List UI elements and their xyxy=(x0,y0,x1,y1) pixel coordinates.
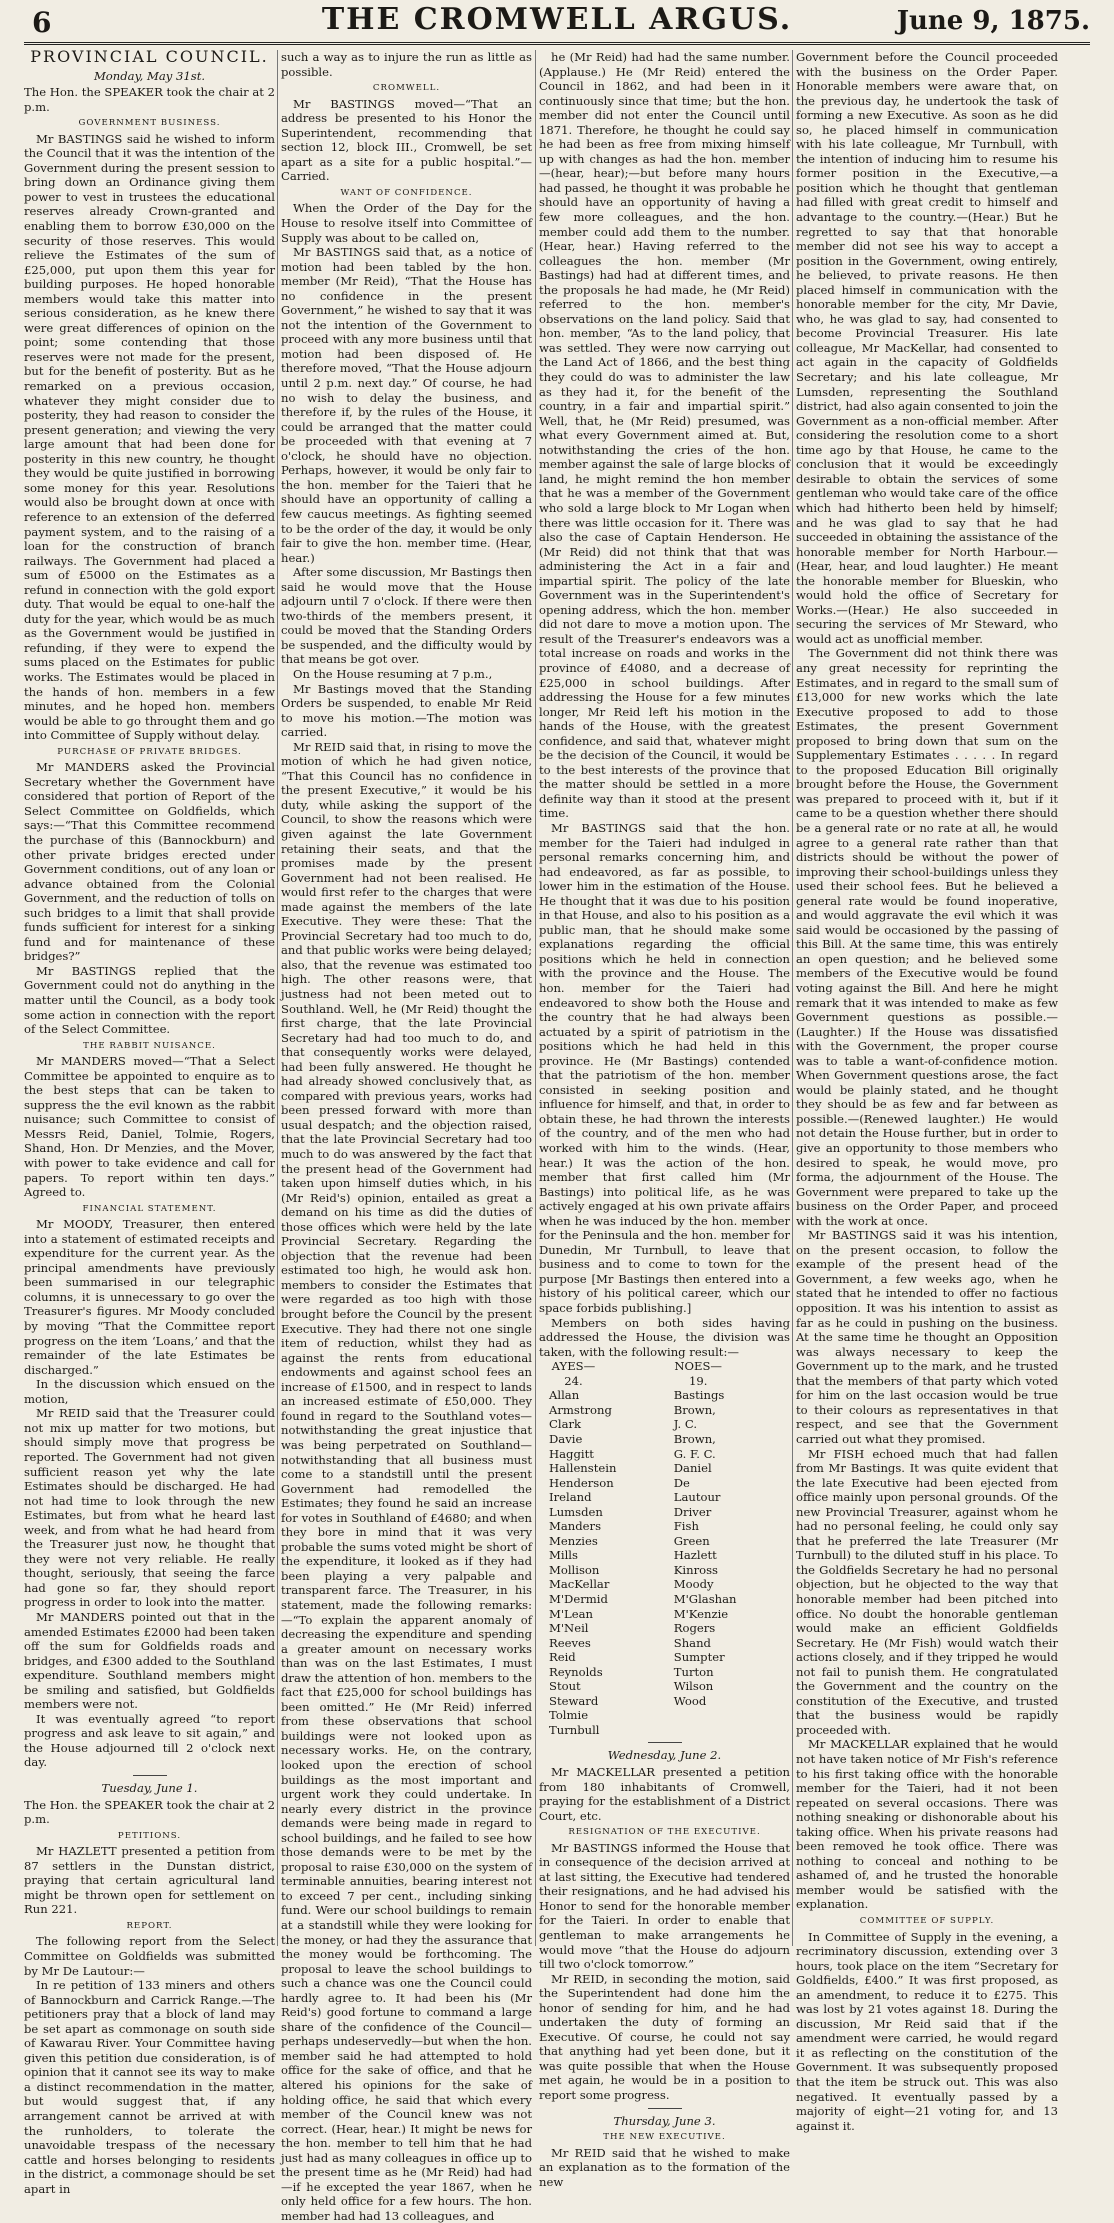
sitting-date: Thursday, June 3. xyxy=(613,2113,716,2128)
paragraph: In Committee of Supply in the evening, a recriminatory discussion, extending over 3 hours, took place on the item “Secretary for Goldfields, £400.” It was first proposed, as an amendment, to reduce it to £275. This was lost by 21 votes against 18. During the discussion, Mr Reid said that if the amendment were carried, he would regard it as reflecting on the constitution of the Government. It was subsequently proposed that the item be struck out. This was also negatived. It eventually passed by a majority of eight—21 voting for, and 13 against it. xyxy=(796,1929,1058,2133)
member-name: M'Neil xyxy=(549,1621,589,1636)
member-name: Manders xyxy=(549,1519,602,1534)
noes-label: NOES—19. xyxy=(674,1359,723,1388)
column-divider xyxy=(535,50,536,1946)
column-3 xyxy=(539,50,790,2189)
paragraph: In the discussion which ensued on the motion, xyxy=(24,1377,275,1406)
paragraph: he (Mr Reid) had had the same number. (Applause.) He (Mr Reid) entered the Council in 1862, and had been in it continuously since that time; but the hon. member did not enter the Council until 1871. Therefore, he thought he could say he had been as free from mixing himself up with changes as had the hon. member—(hear, hear);—but before many hours had passed, he thought it was probable he should have an opportunity of having a few more colleagues, and the hon. member could add them to the number. (Hear, hear.) Having referred to the colleagues the hon. member (Mr Bastings) had had at different times, and the proposals he had made, he (Mr Reid) referred to the hon. member's observations on the land policy. Said that hon. member, “As to the land policy, that was settled. They were now carrying out the Land Act of 1866, and the best thing they could do was to administer the law as they had it, for the benefit of the country, in a fair and impartial spirit.” Well, that, he (Mr Reid) presumed, was what every Government aimed at. But, notwithstanding the cries of the hon. member against the sale of large blocks of land, he might remind the hon member that he was a member of the Government who sold a large block to Mr Logan when there was little occasion for it. There was also the case of Captain Henderson. He (Mr Reid) did not think that that was administering the Act in a fair and impartial spirit. The policy of the late Government was in the Superintendent's opening address, which the hon. member did not dare to move a motion upon. The result of the Treasurer's endeavors was a total increase on roads and works in the province of £4080, and a decrease of £25,000 in school buildings. After addressing the House for a few minutes longer, Mr Reid left his motion in the hands of the House, with the greatest confidence, and said that, whatever might be the decision of the Council, it would be to the best interests of the province that the matter should be settled in a more definite way than it stood at the present time. xyxy=(539,50,790,821)
member-name: Davie xyxy=(549,1431,583,1446)
member-name: Moody xyxy=(673,1577,714,1592)
paragraph: Mr MANDERS pointed out that in the amended Estimates £2000 had been taken off the sum for Goldfields roads and bridges, and £300 added to the Southland expenditure. Southland members might be smiling and satisfied, but Goldfields members were not. xyxy=(24,1609,275,1712)
member-name: M'Kenzie xyxy=(673,1606,729,1621)
member-name: Ireland xyxy=(549,1490,592,1505)
member-name: Fish xyxy=(673,1519,699,1534)
subheading: PURCHASE OF PRIVATE BRIDGES. xyxy=(57,746,242,757)
member-name: Clark xyxy=(549,1417,582,1432)
paragraph: The Hon. the SPEAKER took the chair at 2 p.m. xyxy=(24,1797,275,1827)
paragraph: Mr REID said that, in rising to move the motion of which he had given notice, “That this Council has no confidence in the present Executive,” it would be his duty, while asking the support of the Council, to show the reasons which were given against the late Government retaining their seats, and that the promises made by the present Government had not been realised. He would first refer to the charges that were made against the members of the late Executive. They were these: That the Provincial Secretary had too much to do, and that public works were being delayed; also, that the revenue was estimated too high. The other reasons were, that justness had not been meted out to Southland. Well, he (Mr Reid) thought the first charge, that the late Provincial Secretary had had too much to do, and that consequently works were delayed, had been fully answered. He thought he had already showed conclusively that, as compared with previous years, works had been pressed forward with more than usual despatch; and the objection raised, that the late Provincial Secretary had too much to do was answered by the fact that the present head of the Government had taken upon himself duties which, in his (Mr Reid's) opinion, entailed as great a demand on his time as did the duties of those offices which were held by the late Provincial Secretary. Regarding the objection that the revenue had been estimated too high, he would ask hon. members to consider the Estimates that were regarded as too high with those brought before the Council by the present Executive. They had there not one single item of reduction, whilst they had as against the rents from educational endowments and against school fees an increase of £1500, and in respect to lands an increased estimate of £50,000. They found in regard to the Southland votes—notwithstanding the great injustice that was being perpetrated on Southland—notwithstanding that all business must come to a standstill until the present Government had remodelled the Estimates; they found he said an increase for votes in Southland of £4680; and when they bore in mind that it was very probable the sums voted might be short of the expenditure, it looked as if they had been playing a very palpable and transparent farce. The Treasurer, in his statement, made the following remarks:—“To explain the apparent anomaly of decreasing the expenditure and spending a greater amount on necessary works than was on the last Estimates, I must draw the attention of hon. members to the fact that £25,000 for school buildings has been omitted.” He (Mr Reid) inferred from these observations that school buildings were not looked upon as necessary works. He, on the contrary, looked upon the erection of school buildings as the most important and urgent work they could undertake. In nearly every district in the province demands were being made in regard to school buildings, and he failed to see how those demands were to be met by the proposal to raise £30,000 on the system of terminable annuities, bearing interest not to exceed 7 per cent., including sinking fund. Were our school buildings to remain at a standstill while they were looking for the money, or had they the assurance that the money would be forthcoming. The proposal to leave the school buildings to such a chance was one the Council could hardly agree to. It had been his (Mr Reid's) good fortune to command a large share of the confidence of the Council—perhaps undeservedly—but when the hon. member said he had attempted to hold office for the sake of office, and that he altered his opinions for the sake of holding office, he said that which every member of the Council knew was not correct. (Hear, hear.) It might be news for the hon. member to tell him that he had just had as many colleagues in office up to the present time as he (Mr Reid) had had—if he excepted the year 1867, when he only held office for a few hours. The hon. member had had 13 colleagues, and xyxy=(281,739,532,2223)
member-name: Mills xyxy=(549,1548,578,1563)
paragraph: Government before the Council proceeded with the business on the Order Paper. Honorable members were aware that, on the previous day, he undertook the task of forming a new Executive. As soon as he did so, he placed himself in communication with his late colleague, Mr Turnbull, with the intention of inducing him to resume his former position in the Executive,—a position which he thought that gentleman had filled with great credit to himself and advantage to the country.—(Hear.) But he regretted to say that that honorable member did not see his way to accept a position in the Government, owing entirely, he believed, to private reasons. He then placed himself in communication with the honorable member for the city, Mr Davie, who, he was glad to say, had consented to become Provincial Treasurer. His late colleague, Mr MacKellar, had consented to act again in the capacity of Goldfields Secretary; and his late colleague, Mr Lumsden, representing the Southland district, had also again consented to join the Government as a non-official member. After considering the resolution come to a short time ago by that House, he came to the conclusion that it would be exceedingly desirable to obtain the services of some gentleman who would take care of the office which had hitherto been held by himself; and he was glad to say that he had succeeded in obtaining the assistance of the honorable member for North Harbour.—(Hear, hear, and loud laughter.) He meant the honorable member for Blueskin, who would hold the office of Secretary for Works.—(Hear.) He also succeeded in securing the services of Mr Steward, who would act as unofficial member. xyxy=(796,50,1058,646)
member-name: Shand xyxy=(673,1635,711,1650)
member-name: Mollison xyxy=(549,1562,600,1577)
member-name: Rogers xyxy=(673,1621,716,1636)
paragraph: Mr HAZLETT presented a petition from 87 settlers in the Dunstan district, praying that certain agricultural land might be thrown open for settlement on Run 221. xyxy=(24,1844,275,1917)
member-name: Daniel xyxy=(673,1461,712,1476)
ayes-column xyxy=(549,1359,655,1737)
newspaper-title: THE CROMWELL ARGUS. xyxy=(321,2,793,37)
paragraph: Mr REID said that he wished to make an explanation as to the formation of the new xyxy=(539,2145,790,2189)
member-name: M'Glashan xyxy=(673,1591,737,1606)
column-4 xyxy=(796,50,1058,2133)
member-name: Reynolds xyxy=(549,1664,603,1679)
column-divider xyxy=(792,50,793,1946)
ayes-label: AYES—24. xyxy=(551,1359,596,1388)
member-name: Hazlett xyxy=(673,1548,717,1563)
member-name: Stout xyxy=(549,1679,581,1694)
subheading: GOVERNMENT BUSINESS. xyxy=(78,118,221,129)
subheading: CROMWELL. xyxy=(372,83,441,94)
member-name: Tolmie xyxy=(549,1708,589,1723)
column-divider xyxy=(277,50,278,1946)
member-name: Armstrong xyxy=(549,1402,612,1417)
paragraph: Mr MOODY, Treasurer, then entered into a statement of estimated receipts and expenditure for the current year. As the principal amendments have previously been summarised in our telegraphic columns, it is unnecessary to go over the Treasurer's figures. Mr Moody concluded by moving “That the Committee report progress on the item ‘Loans,’ and that the remainder of the late Estimates be discharged.” xyxy=(24,1217,275,1377)
member-name: Hallenstein xyxy=(549,1461,617,1476)
paragraph: Members on both sides having addressed the House, the division was taken, with the following result:— xyxy=(539,1315,790,1359)
member-name: M'Lean xyxy=(549,1606,593,1621)
member-name: Turton xyxy=(673,1664,714,1679)
member-name: Allan xyxy=(549,1388,580,1403)
member-name: Green xyxy=(673,1533,710,1548)
member-name: Reeves xyxy=(549,1635,591,1650)
paragraph: Mr BASTINGS replied that the Government could not do anything in the matter until the Council, as a body took some action in connection with the report of the Select Committee. xyxy=(24,963,275,1037)
subheading: FINANCIAL STATEMENT. xyxy=(82,1203,217,1214)
sitting-date: Tuesday, June 1. xyxy=(101,1780,198,1795)
column-1 xyxy=(24,47,275,2196)
subheading: THE NEW EXECUTIVE. xyxy=(603,2132,726,2143)
subheading: REPORT. xyxy=(126,1920,173,1931)
issue-date: June 9, 1875. xyxy=(896,6,1090,36)
member-name: Turnbull xyxy=(549,1722,600,1737)
paragraph: Mr BASTINGS said that the hon. member for the Taieri had indulged in personal remarks concerning him, and had endeavored, as far as possible, to lower him in the estimation of the House. He thought that it was due to his position in that House, and also to his position as a public man, that he should make some explanations regarding the official positions which he held in connection with the province and the House. The hon. member for the Taieri had endeavored to show both the House and the country that he had always been actuated by a spirit of patriotism in the positions which he had held in this province. He (Mr Bastings) contended that the patriotism of the hon. member consisted in seeking position and influence for himself, and that, in order to obtain these, he had thrown the interests of the country, and of the men who had worked with him to the winds. (Hear, hear.) It was the action of the hon. member that first called him (Mr Bastings) into political life, as he was actively engaged at his own private affairs when he was induced by the hon. member for the Peninsula and the hon. member for Dunedin, Mr Turnbull, to leave that business and to come to town for the purpose [Mr Bastings then entered into a history of his political career, which our space forbids publishing.] xyxy=(539,820,790,1316)
paragraph: Mr MACKELLAR presented a petition from 180 inhabitants of Cromwell, praying for the establishment of a District Court, etc. xyxy=(539,1764,790,1823)
noes-column xyxy=(674,1359,780,1737)
paragraph: It was eventually agreed “to report progress and ask leave to sit again,” and the House adjourned till 2 o'clock next day. xyxy=(24,1711,275,1770)
member-name: Driver xyxy=(673,1504,712,1519)
paragraph: Mr FISH echoed much that had fallen from Mr Bastings. It was quite evident that the late Executive had been ejected from office mainly upon personal grounds. Of the new Provincial Treasurer, against whom he had no personal feeling, he could only say that he preferred the late Treasurer (Mr Turnbull) to the diluted stuff in his place. To the Goldfields Secretary he had no personal objection, but he objected to the way that honorable member had been pitched into office. No doubt the honorable gentleman would make an efficient Goldfields Secretary. He (Mr Fish) would watch their actions closely, and if they tripped he would not fail to punish them. He congratulated the Government and the country on the constitution of the Executive, and trusted that the business would be rapidly proceeded with. xyxy=(796,1446,1058,1737)
paragraph: After some discussion, Mr Bastings then said he would move that the House adjourn until 7 o'clock. If there were then two-thirds of the members present, it could be moved that the Standing Orders be suspended, and the difficulty would by that means be got over. xyxy=(281,565,532,667)
sitting-date: Monday, May 31st. xyxy=(93,68,206,83)
member-name: Sumpter xyxy=(673,1650,725,1665)
paragraph: When the Order of the Day for the House to resolve itself into Committee of Supply was about to be called on, xyxy=(281,201,532,245)
paragraph: Mr BASTINGS said it was his intention, on the present occasion, to follow the example of the present head of the Government, a few weeks ago, when he stated that he intended to offer no factious opposition. It was his intention to assist as far as he could in pushing on the business. At the same time he thought an Opposition was always necessary to keep the Government up to the mark, and he trusted that the members of that party which voted for him on the last occasion would be true to their colours as representatives in that respect, and see that the Government carried out what they promised. xyxy=(796,1228,1058,1446)
paragraph: Mr MANDERS asked the Provincial Secretary whether the Government have considered that portion of Report of the Select Committee on Goldfields, which says:—“That this Committee recommend the purchase of this (Bannockburn) and other private bridges erected under Government conditions, out of any loan or advance obtained from the Colonial Government, and the reduction of tolls on such bridges to a limit that shall provide funds sufficient for interest for a sinking fund and for maintenance of these bridges?” xyxy=(24,760,275,964)
member-name: Lumsden xyxy=(549,1504,603,1519)
paragraph: Mr REID, in seconding the motion, said the Superintendent had done him the honor of sending for him, and he had undertaken the duty of forming an Executive. Of course, he could not say that anything had yet been done, but it was quite possible that when the House met again, he would be in a position to report some progress. xyxy=(539,1971,790,2103)
paragraph: Mr BASTINGS moved—“That an address be presented to his Honor the Superintendent, recommending that section 12, block III., Cromwell, be set apart as a site for a public hospital.”—Carried. xyxy=(281,96,532,184)
paragraph: Mr BASTINGS informed the House that in consequence of the decision arrived at at last sitting, the Executive had tendered their resignations, and he had advised his Honor to send for the honorable member for the Taieri. In order to enable that gentleman to make arrangements he would move “that the House do adjourn till two o'clock tomorrow.” xyxy=(539,1840,790,1972)
subheading: COMMITTEE OF SUPPLY. xyxy=(859,1916,995,1926)
member-name: Kinross xyxy=(673,1562,719,1577)
paragraph: Mr MACKELLAR explained that he would not have taken notice of Mr Fish's reference to his first taking office with the honorable member for the Taieri, had it not been repeated on several occasions. There was nothing sneaking or dishonorable about his taking office. When his private reasons had been removed he took office. There was nothing to conceal and nothing to be ashamed of, and he trusted the honorable member would be satisfied with the explanation. xyxy=(796,1737,1058,1912)
member-name: Brown, G. F. C. xyxy=(673,1431,716,1461)
paragraph: Mr BASTINGS said that, as a notice of motion had been tabled by the hon. member (Mr Reid), “That the House has no confidence in the present Government,” he wished to say that it was not the intention of the Government to proceed with any more business until that motion had been disposed of. He therefore moved, “That the House adjourn until 2 p.m. next day.” Of course, he had no wish to delay the business, and therefore if, by the rules of the House, it could be arranged that the matter could be proceeded with that evening at 7 o'clock, he should have no objection. Perhaps, however, it would be only fair to the hon. member for the Taieri that he should have an opportunity of calling a few caucus meetings. As fighting seemed to be the order of the day, it would be only fair to give the hon. member time. (Hear, hear.) xyxy=(281,245,532,565)
column-2 xyxy=(281,50,532,2223)
member-name: MacKellar xyxy=(549,1577,610,1592)
page-number: 6 xyxy=(32,6,52,39)
paragraph: Mr MANDERS moved—“That a Select Committee be appointed to enquire as to the best steps that can be taken to suppress the the evil known as the rabbit nuisance; such Committee to consist of Messrs Reid, Daniel, Tolmie, Rogers, Shand, Hon. Dr Menzies, and the Mover, with power to take evidence and call for papers. To report within ten days.” Agreed to. xyxy=(24,1054,275,1200)
masthead-rule xyxy=(24,42,1090,45)
paragraph: Mr REID said that the Treasurer could not mix up matter for two motions, but should simply move that progress be reported. The Government had not given sufficient reason yet why the late Estimates should be discharged. He had not had time to look through the new Estimates, but from what he heard last week, and from what he had heard from the Treasurer just now, he thought that they were not very reliable. He really thought, seriously, that seeing the farce had gone so far, they should report progress in order to look into the matter. xyxy=(24,1406,275,1610)
paragraph: Mr Bastings moved that the Standing Orders be suspended, to enable Mr Reid to move his motion.—The motion was carried. xyxy=(281,681,532,740)
sitting-date: Wednesday, June 2. xyxy=(607,1748,722,1763)
section-heading: PROVINCIAL COUNCIL. xyxy=(30,47,269,66)
separator-rule xyxy=(648,2108,682,2109)
separator-rule xyxy=(133,1775,167,1776)
member-name: De Lautour xyxy=(673,1475,721,1505)
paragraph: The Hon. the SPEAKER took the chair at 2 p.m. xyxy=(24,85,275,114)
member-name: Brown, J. C. xyxy=(673,1402,716,1432)
member-name: Wood xyxy=(673,1693,707,1708)
member-name: Haggitt xyxy=(549,1446,594,1461)
member-name: Menzies xyxy=(549,1533,598,1548)
member-name: Steward xyxy=(549,1693,599,1708)
member-name: M'Dermid xyxy=(549,1591,608,1606)
subheading: RESIGNATION OF THE EXECUTIVE. xyxy=(568,1827,761,1838)
member-name: Reid xyxy=(549,1650,576,1665)
division-list xyxy=(539,1359,790,1737)
subheading: THE RABBIT NUISANCE. xyxy=(83,1040,216,1051)
masthead xyxy=(0,0,1114,46)
subheading: WANT OF CONFIDENCE. xyxy=(340,187,473,198)
paragraph: such a way as to injure the run as little as possible. xyxy=(281,50,532,79)
subheading: PETITIONS. xyxy=(117,1830,182,1841)
separator-rule xyxy=(648,1742,682,1743)
member-name: Henderson xyxy=(549,1475,614,1490)
paragraph: In re petition of 133 miners and others of Bannockburn and Carrick Range.—The petitioners pray that a block of land may be set apart as commonage on south side of Kawarau River. Your Committee having given this petition due consideration, is of opinion that it cannot see its way to make a distinct recommendation in the matter, but would suggest that, if any arrangement cannot be arrived at with the runholders, to tolerate the unavoidable trespass of the necessary cattle and horses belonging to residents in the district, a commonage should be set apart in xyxy=(24,1978,275,2196)
paragraph: The following report from the Select Committee on Goldfields was submitted by Mr De Lautour:— xyxy=(24,1934,275,1978)
paragraph: The Government did not think there was any great necessity for reprinting the Estimates, and in regard to the small sum of £13,000 for new works which the late Executive proposed to add to those Estimates, the present Government proposed to bring down that sum on the Supplementary Estimates . . . . . In regard to the proposed Education Bill originally brought before the House, the Government was prepared to proceed with it, but if it came to be a question whether there should be a general rate or no rate at all, he would agree to a general rate rather than that districts should be without the power of improving their school-buildings unless they used their school fees. But he believed a general rate would be found inoperative, and would aggravate the evil which it was said would be occasioned by the passing of this Bill. At the same time, this was entirely an open question; and he believed some members of the Executive would be found voting against the Bill. And here he might remark that it was intended to make as few Government questions as possible.—(Laughter.) If the House was dissatisfied with the Government, the proper course was to table a want-of-confidence motion. When Government questions arose, the fact would be plainly stated, and he thought they should be as few and far between as possible.—(Renewed laughter.) He would not detain the House further, but in order to give an opportunity to those members who desired to speak, he would move, pro forma, the adjournment of the House. The Government were prepared to take up the business on the Order Paper, and proceed with the work at once. xyxy=(796,646,1058,1228)
member-name: Bastings xyxy=(673,1388,725,1403)
paragraph: On the House resuming at 7 p.m., xyxy=(293,666,493,681)
paragraph: Mr BASTINGS said he wished to inform the Council that it was the intention of the Government during the present session to bring down an Ordinance giving them power to vest in trustees the educational reserves already Crown-granted and enabling them to borrow £30,000 on the security of those reserves. This would relieve the Estimates of the sum of £25,000, put upon them this year for building purposes. He hoped honorable members would take this matter into serious consideration, as he knew there were great differences of opinion on the point; some contending that those reserves were not made for the present, but for the benefit of posterity. But as he remarked on a previous occasion, whatever they might consider due to posterity, they had reason to consider the present generation; and viewing the very large amount that had been done for posterity in this new country, he thought they would be quite justified in borrowing some money for this year. Resolutions would also be brought down at once with reference to an extension of the deferred payment system, and to the raising of a loan for the construction of branch railways. The Government had placed a sum of £5000 on the Estimates as a refund in connection with the gold export duty. That would be equal to one-half the duty for the year, which would be as much as the Government would be justified in refunding, if they were to expend the sums placed on the Estimates for public works. The Estimates would be placed in the hands of hon. members in a few minutes, and he hoped hon. members would be able to go throught them and go into Committee of Supply without delay. xyxy=(24,131,275,743)
member-name: Wilson xyxy=(673,1679,714,1694)
